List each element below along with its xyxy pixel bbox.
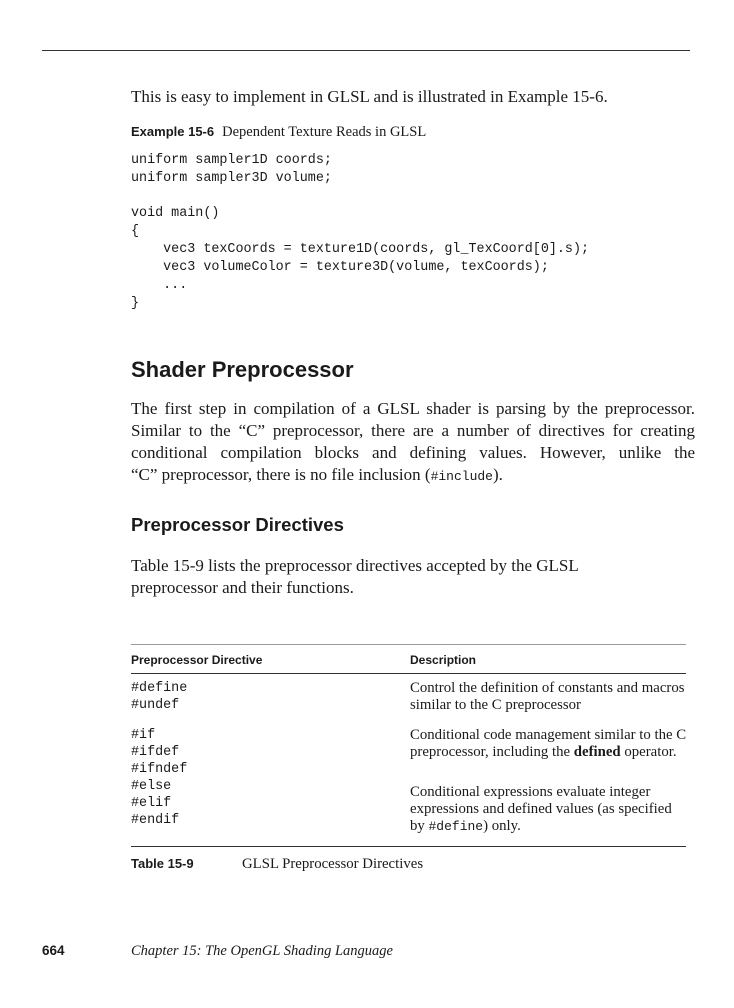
text-run: Conditional code management similar to the C preprocessor, including the	[410, 727, 687, 760]
inline-code: #include	[430, 469, 493, 484]
subsection-paragraph-line: Table 15-9 lists the preprocessor directives accepted by the GLSL	[131, 556, 579, 575]
example-number: Example 15-6	[131, 124, 215, 139]
code-block-main: void main() { vec3 texCoords = texture1D(coords, gl_TexCoord[0].s); vec3 volumeColor = texture3D(volume, texCoords); ... }	[131, 206, 590, 311]
table-directives-group-1: #define #undef	[131, 681, 188, 713]
intro-paragraph: This is easy to implement in GLSL and is illustrated in Example 15-6.	[131, 87, 608, 106]
text-run: operator.	[620, 744, 677, 760]
table-title: GLSL Preprocessor Directives	[242, 856, 424, 872]
section-paragraph-line: conditional compilation blocks and defining values. However, unlike the	[131, 443, 695, 462]
text-run: ).	[492, 465, 503, 484]
page-footer	[42, 943, 393, 960]
table-caption	[131, 856, 423, 873]
example-caption	[131, 124, 426, 141]
example-title: Dependent Texture Reads in GLSL	[222, 124, 427, 140]
table-description-group-1: Control the definition of constants and macros similar to the C preprocessor	[410, 680, 685, 713]
table-header-directive: Preprocessor Directive	[131, 653, 263, 667]
table-bottom-rule	[131, 846, 686, 847]
bold-term: defined	[573, 744, 621, 760]
table-top-rule	[131, 644, 686, 645]
section-paragraph	[131, 398, 695, 486]
table-description-conditional	[410, 727, 690, 761]
table-number: Table 15-9	[131, 856, 194, 871]
section-paragraph-line	[131, 464, 695, 486]
table-header-rule	[131, 673, 686, 674]
top-rule	[42, 50, 690, 51]
subsection-heading: Preprocessor Directives	[131, 514, 344, 535]
page-number: 664	[42, 943, 65, 958]
table-description-expressions	[410, 784, 690, 835]
text-run: ) only.	[483, 818, 521, 834]
text-run: “C” preprocessor, there is no file inclusion (	[131, 465, 431, 484]
table-header-description: Description	[410, 653, 477, 667]
subsection-paragraph-line: preprocessor and their functions.	[131, 578, 354, 597]
inline-code: #define	[428, 819, 484, 834]
code-block-declarations: uniform sampler1D coords; uniform sampler3D volume;	[131, 153, 332, 186]
running-footer-chapter: Chapter 15: The OpenGL Shading Language	[131, 943, 393, 959]
table-directives-group-2: #if #ifdef #ifndef #else #elif #endif	[131, 728, 188, 828]
text-run: Conditional expressions evaluate integer expressions and defined values (as specified by	[410, 784, 672, 834]
section-paragraph-line: The first step in compilation of a GLSL shader is parsing by the preprocessor.	[131, 399, 695, 418]
subsection-paragraph	[131, 555, 691, 599]
section-paragraph-line: Similar to the “C” preprocessor, there are a number of directives for creating	[131, 421, 695, 440]
section-heading: Shader Preprocessor	[131, 357, 354, 382]
